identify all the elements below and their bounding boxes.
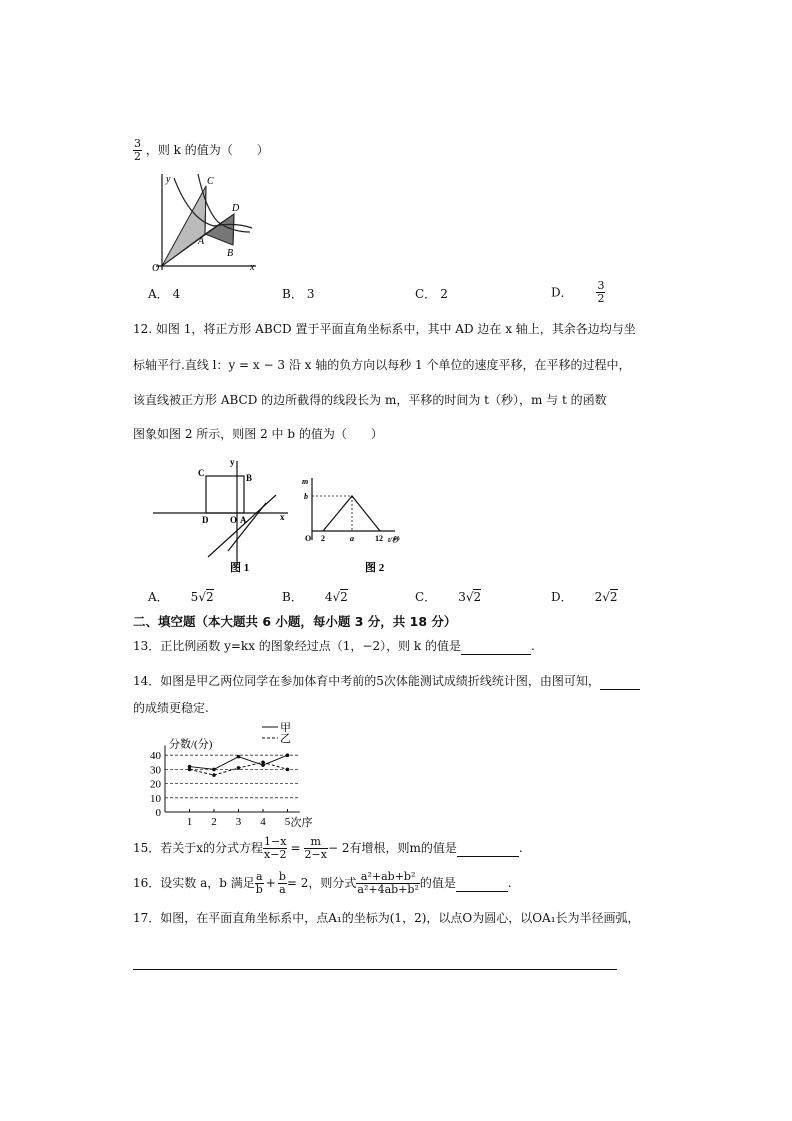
q12-fig2-label-t: t/秒 bbox=[388, 536, 399, 544]
q11-label-c: C bbox=[207, 176, 214, 187]
chart-grid bbox=[165, 755, 300, 798]
data-point bbox=[212, 768, 216, 772]
q11-fraction: $\frac{3}{2}$ bbox=[134, 137, 141, 163]
q12-option-b[interactable]: B． 4√2 bbox=[282, 590, 348, 604]
q12-fig1-caption: 图 1 bbox=[230, 562, 250, 574]
q12-fig1-label-c: C bbox=[198, 468, 205, 478]
q12-fig2-label-m: m bbox=[302, 477, 309, 486]
legend-label-2: 乙 bbox=[280, 733, 291, 745]
q12-fig2-label-a: a bbox=[350, 534, 354, 543]
data-point bbox=[237, 755, 241, 759]
q12-fig1-label-x: x bbox=[280, 512, 285, 522]
q17-line-1: 17．如图，在平面直角坐标系中，点A₁的坐标为(1，2)，以点O为圆心，以OA₁长为半径画弧， bbox=[133, 911, 640, 925]
data-point bbox=[286, 753, 290, 757]
q14-line-2: 的成绩更稳定. bbox=[133, 701, 209, 715]
q12-option-d[interactable]: D． 2√2 bbox=[551, 590, 618, 604]
chart-series bbox=[188, 753, 290, 776]
x-tick-label: 4 bbox=[260, 816, 266, 828]
q16-answer-blank[interactable] bbox=[456, 875, 508, 892]
q11-label-x: x bbox=[250, 262, 255, 273]
y-axis-label: 分数/(分) bbox=[169, 738, 213, 751]
q13: 13．正比例函数 y=kx 的图象经过点（1，−2），则 k 的值是 . bbox=[133, 639, 535, 653]
section-2-title: 二、填空题（本大题共 6 小题，每小题 3 分，共 18 分） bbox=[133, 614, 457, 629]
q11-label-a: A bbox=[198, 236, 205, 247]
q11-option-d[interactable]: D． $\frac{3}{2}$ bbox=[551, 279, 605, 305]
q12-fig2-caption: 图 2 bbox=[365, 562, 385, 574]
q12-fig2-label-2: 2 bbox=[321, 534, 325, 543]
x-tick-label: 5 bbox=[284, 816, 291, 828]
q14-answer-blank[interactable] bbox=[600, 673, 640, 690]
q11-option-d-fraction: $\frac{3}{2}$ bbox=[597, 279, 605, 305]
q14-chart bbox=[140, 718, 340, 828]
data-point bbox=[286, 768, 290, 772]
sqrt-icon: √ bbox=[198, 590, 206, 604]
q12-fig1-label-a: A bbox=[240, 515, 247, 525]
q12-fig1-label-o: O bbox=[230, 515, 238, 525]
q13-answer-blank[interactable] bbox=[461, 638, 531, 655]
sqrt-icon: √ bbox=[602, 590, 610, 604]
q12-fig1-label-y: y bbox=[230, 457, 235, 467]
x-tick-label: 3 bbox=[235, 816, 242, 828]
q11-option-b[interactable]: B． 3 bbox=[282, 287, 315, 301]
q12-fig1-label-b: B bbox=[246, 473, 253, 483]
q12-option-c[interactable]: C． 3√2 bbox=[415, 590, 482, 604]
sqrt-icon: √ bbox=[465, 590, 474, 604]
q11-label-y: y bbox=[166, 174, 171, 185]
q11-option-c[interactable]: C． 2 bbox=[415, 287, 448, 301]
q11-stem bbox=[133, 138, 269, 163]
y-tick-label: 40 bbox=[150, 750, 161, 763]
q12-fig2-label-b: b bbox=[304, 492, 308, 501]
sqrt-icon: √ bbox=[332, 590, 341, 604]
y-tick-label: 0 bbox=[155, 807, 161, 819]
data-point bbox=[188, 768, 192, 772]
q14-line-1: 14．如图是甲乙两位同学在参加体育中考前的5次体能测试成绩折线统计图，由图可知， bbox=[133, 673, 640, 690]
y-tick-label: 10 bbox=[150, 792, 161, 805]
chart-labels bbox=[150, 737, 313, 828]
q12-line-1: 12. 如图 1，将正方形 ABCD 置于平面直角坐标系中，其中 AD 边在 x 轴上，其余各边均与坐 bbox=[133, 322, 636, 336]
q11-figure bbox=[150, 170, 265, 273]
y-tick-label: 20 bbox=[150, 778, 161, 791]
q12-figure-2 bbox=[300, 472, 415, 577]
q11-shaded-adb bbox=[205, 214, 234, 245]
x-tick-label: 1 bbox=[186, 816, 193, 828]
q15: 15．若关于x的分式方程 $\frac{1-x}{x-2}$ = $\frac{m}{2-x}$ − 2有增根，则m的值是 . bbox=[133, 835, 523, 861]
chart-legend bbox=[262, 721, 291, 745]
q11-option-a[interactable]: A． 4 bbox=[148, 287, 181, 301]
legend-label-1: 甲 bbox=[280, 722, 291, 734]
q12-square bbox=[206, 476, 244, 513]
x-tick-label: 2 bbox=[211, 816, 217, 828]
q11-label-b: B bbox=[227, 248, 234, 259]
q12-fig2-label-o: O bbox=[305, 534, 312, 543]
q12-fig1-label-d: D bbox=[202, 515, 209, 525]
q12-fig2-graph bbox=[323, 496, 380, 531]
q12-figure-1 bbox=[150, 455, 290, 575]
q12-line-3: 该直线被正方形 ABCD 的边所截得的线段长为 m，平移的时间为 t（秒），m 与 t 的函数 bbox=[133, 393, 607, 407]
q11-shaded-oca bbox=[162, 186, 206, 266]
data-point bbox=[261, 761, 265, 765]
q15-answer-blank[interactable] bbox=[457, 840, 519, 857]
data-point bbox=[237, 766, 241, 770]
y-tick-label: 30 bbox=[150, 764, 161, 777]
q16: 16．设实数 a，b 满足 $\frac{a}{b}$ + $\frac{b}{a}$ = 2，则分式 $\frac{\text{a²+ab+b²}}{\text{a²+4ab+b²}}$ 的值是 . bbox=[133, 870, 512, 896]
q12-option-a[interactable]: A． 5√2 bbox=[148, 590, 214, 604]
q12-line-l-1 bbox=[208, 495, 276, 557]
x-axis-label: 次序 bbox=[290, 817, 313, 828]
data-point bbox=[212, 773, 216, 777]
q12-line-4: 图象如图 2 所示，则图 2 中 b 的值为（ ） bbox=[133, 427, 383, 441]
footer-rule bbox=[133, 969, 617, 970]
q12-line-2: 标轴平行.直线 l：y = x − 3 沿 x 轴的负方向以每秒 1 个单位的速度平移，在平移的过程中， bbox=[133, 358, 631, 372]
q11-label-o: O bbox=[152, 263, 160, 273]
q12-line-l-2 bbox=[228, 503, 266, 551]
q11-stem-text: ，则 k 的值为（ ） bbox=[145, 143, 269, 157]
q12-fig2-label-12: 12 bbox=[375, 534, 383, 543]
q11-label-d: D bbox=[232, 203, 240, 214]
